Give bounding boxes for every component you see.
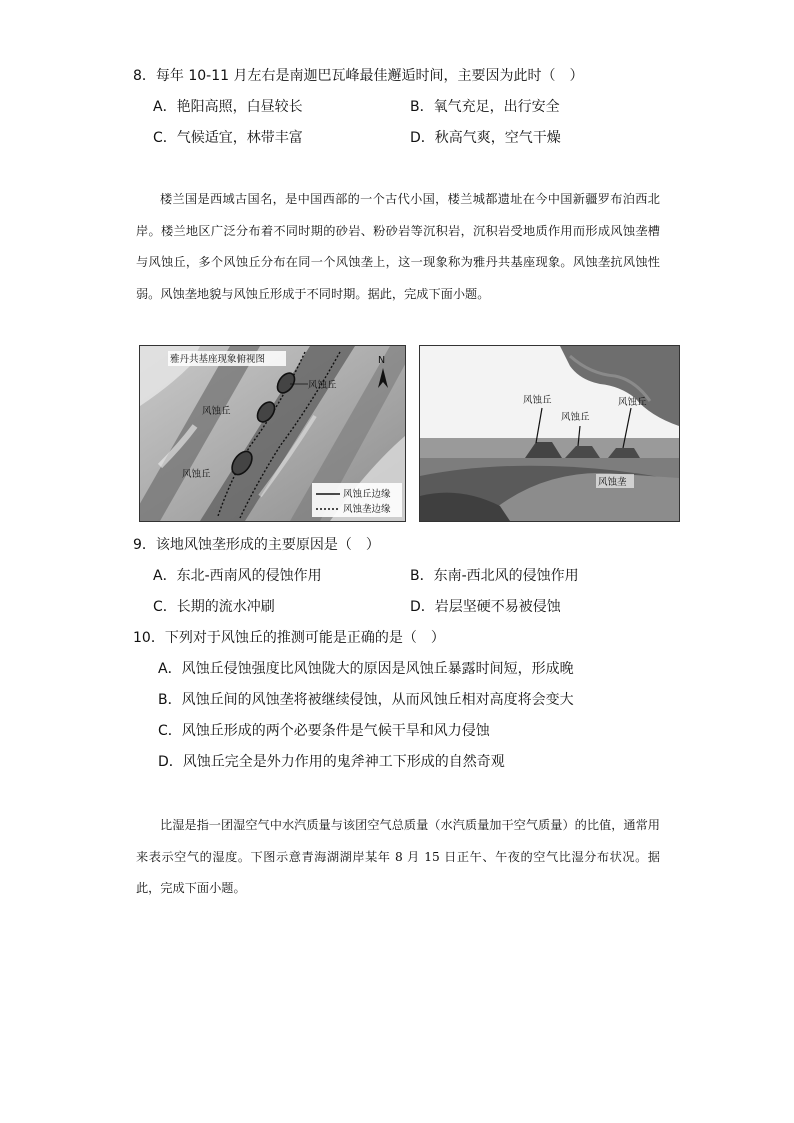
question-10-option-d[interactable]: D．风蚀丘完全是外力作用的鬼斧神工下形成的自然奇观: [158, 754, 505, 770]
photo-mound-label-2: 风蚀丘: [561, 412, 590, 423]
question-8-option-d[interactable]: D．秋高气爽，空气干燥: [410, 130, 561, 146]
photo-ridge-label: 风蚀垄: [598, 477, 627, 488]
question-8-option-a[interactable]: A．艳阳高照，白昼较长: [153, 99, 303, 115]
passage-loulan: 楼兰国是西域古国名，是中国西部的一个古代小国，楼兰城都遗址在今中国新疆罗布泊西北岸。楼兰地区广泛分布着不同时期的砂岩、粉砂岩等沉积岩，沉积岩受地质作用而形成风蚀垄槽与风蚀丘，多个风蚀丘分布在同一个风蚀垄上，这一现象称为雅丹共基座现象。风蚀垄抗风蚀性弱。风蚀垄地貌与风蚀丘形成于不同时期。据此，完成下面小题。: [136, 192, 660, 301]
question-9-stem: 9．该地风蚀垄形成的主要原因是（ ）: [133, 537, 380, 553]
mound-label-1: 风蚀丘: [308, 380, 337, 391]
figure-yardang-top-view: [139, 345, 406, 522]
passage-specific-humidity: 比湿是指一团湿空气中水汽质量与该团空气总质量（水汽质量加干空气质量）的比值，通常用来表示空气的湿度。下图示意青海湖湖岸某年 8 月 15 日正午、午夜的空气比湿分布状况。据此，完成下面小题。: [136, 818, 660, 895]
figure-yardang-photo: [419, 345, 680, 522]
question-8-stem: 8．每年 10-11 月左右是南迦巴瓦峰最佳邂逅时间，主要因为此时（ ）: [133, 68, 584, 84]
question-9-option-c[interactable]: C．长期的流水冲刷: [153, 599, 275, 615]
question-10-stem: 10．下列对于风蚀丘的推测可能是正确的是（ ）: [133, 630, 445, 646]
north-label: N: [378, 355, 386, 366]
legend-mound-edge: 风蚀丘边缘: [343, 489, 391, 500]
photo-mound-label-1: 风蚀丘: [523, 395, 552, 406]
question-9-option-a[interactable]: A．东北-西南风的侵蚀作用: [153, 568, 322, 584]
question-8-option-c[interactable]: C．气候适宜，林带丰富: [153, 130, 303, 146]
photo-mound-label-3: 风蚀丘: [618, 397, 647, 408]
figure-left-title: 雅丹共基座现象俯视图: [170, 354, 266, 365]
question-10-option-a[interactable]: A．风蚀丘侵蚀强度比风蚀陇大的原因是风蚀丘暴露时间短，形成晚: [158, 661, 574, 677]
mound-label-2: 风蚀丘: [202, 406, 231, 417]
question-9-option-d[interactable]: D．岩层坚硬不易被侵蚀: [410, 599, 561, 615]
question-10-option-b[interactable]: B．风蚀丘间的风蚀垄将被继续侵蚀，从而风蚀丘相对高度将会变大: [158, 692, 574, 708]
question-10-option-c[interactable]: C．风蚀丘形成的两个必要条件是气候干旱和风力侵蚀: [158, 723, 490, 739]
mound-label-3: 风蚀丘: [182, 469, 211, 480]
question-8-option-b[interactable]: B．氧气充足，出行安全: [410, 99, 560, 115]
question-9-option-b[interactable]: B．东南-西北风的侵蚀作用: [410, 568, 579, 584]
legend-ridge-edge: 风蚀垄边缘: [343, 504, 391, 515]
